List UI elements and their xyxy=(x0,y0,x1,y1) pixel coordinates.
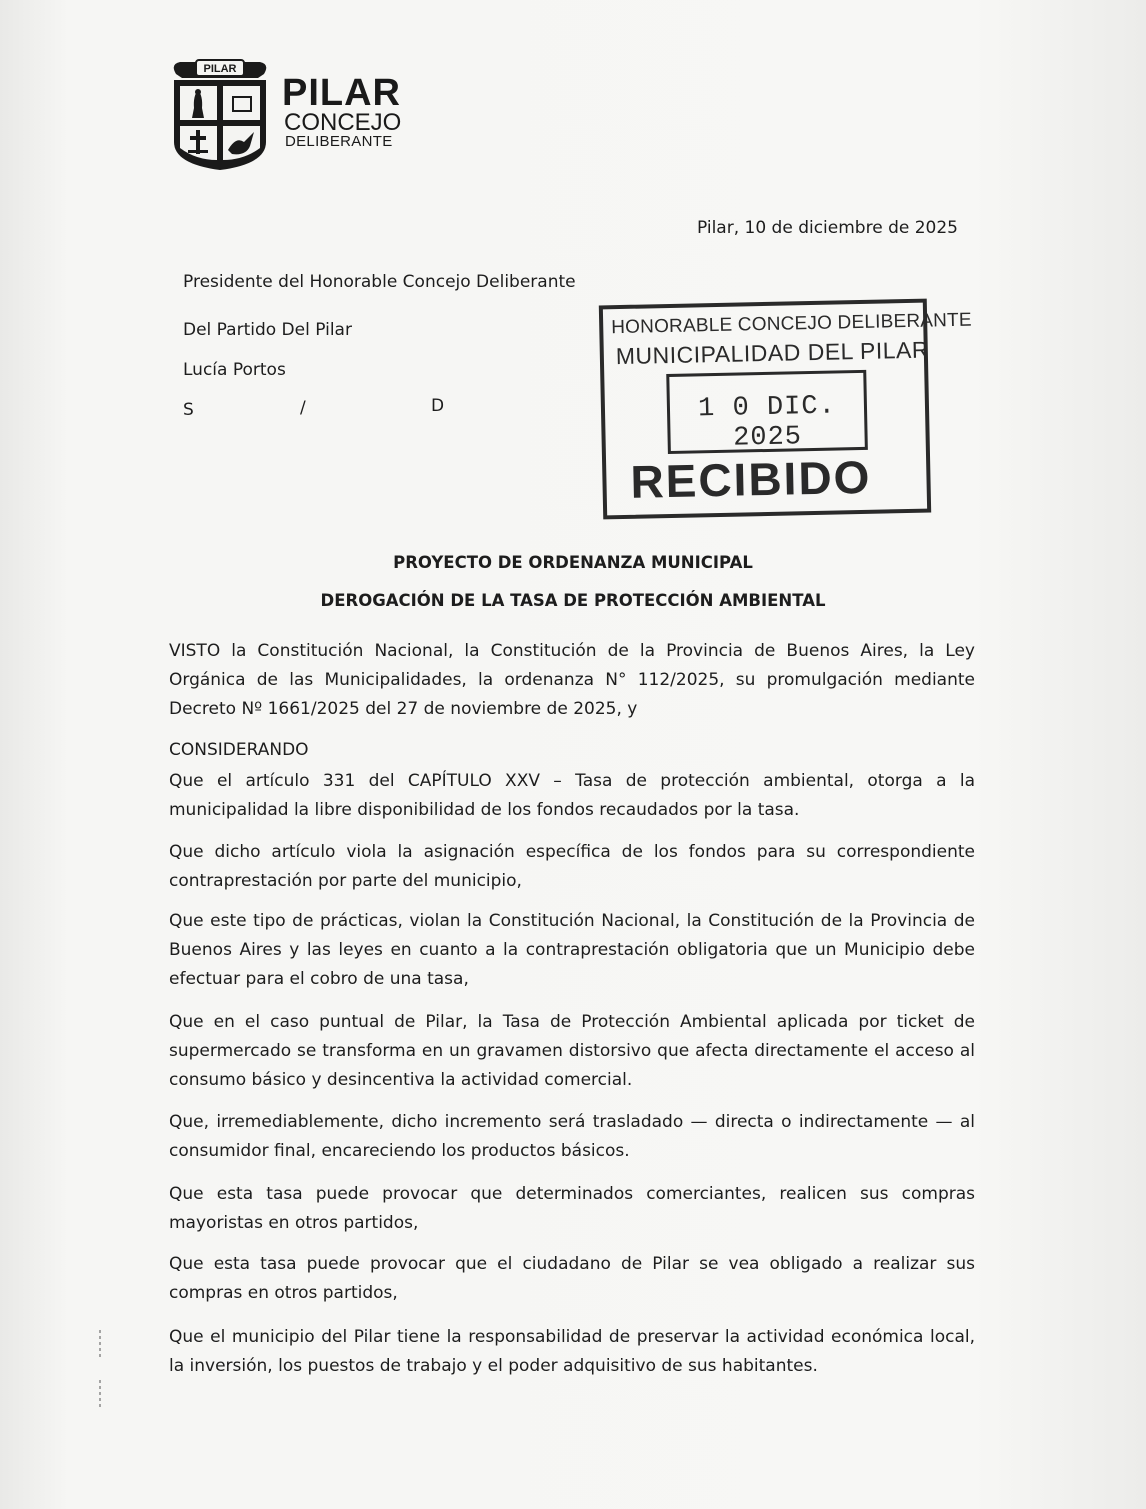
document-title: PROYECTO DE ORDENANZA MUNICIPAL xyxy=(393,553,753,572)
considerando-paragraph: Que esta tasa puede provocar que determinados comerciantes, realicen sus compras mayoristas en otros partidos, xyxy=(169,1184,975,1233)
pilar-concejo-logo xyxy=(166,56,416,176)
considerando-paragraph: Que en el caso puntual de Pilar, la Tasa de Protección Ambiental aplicada por ticket de supermercado se transforma en un gravamen distorsivo que afecta directamente el acceso al consumo básico y desincentiva la actividad comercial. xyxy=(169,1012,975,1090)
salutation-d: D xyxy=(431,396,445,416)
considerando-paragraph: Que este tipo de prácticas, violan la Constitución Nacional, la Constitución de la Provincia de Buenos Aires y las leyes en cuanto a la contraprestación obligatoria que un Municipio debe efectuar para el cobro de una tasa, xyxy=(169,911,975,989)
coat-of-arms-icon xyxy=(166,56,274,174)
considerando-paragraph: Que dicho artículo viola la asignación específica de los fondos para su correspondiente contraprestación por parte del municipio, xyxy=(169,842,975,891)
binder-hole-marks xyxy=(96,1330,104,1410)
svg-text:PILAR: PILAR xyxy=(203,63,237,75)
stamp-status: RECIBIDO xyxy=(629,450,872,508)
logo-subtitle: CONCEJO xyxy=(284,109,402,136)
considerando-paragraph: Que el artículo 331 del CAPÍTULO XXV – Tasa de protección ambiental, otorga a la municipalidad la libre disponibilidad de los fondos recaudados por la tasa. xyxy=(169,771,975,820)
document-subtitle: DEROGACIÓN DE LA TASA DE PROTECCIÓN AMBIENTAL xyxy=(320,591,826,610)
considerando-paragraph: Que el municipio del Pilar tiene la responsabilidad de preservar la actividad económica local, la inversión, los puestos de trabajo y el poder adquisitivo de sus habitantes. xyxy=(169,1327,975,1376)
considerando-heading: CONSIDERANDO xyxy=(169,740,309,760)
received-stamp xyxy=(599,299,972,520)
stamp-institution: HONORABLE CONCEJO DELIBERANTE xyxy=(611,309,972,339)
recipient-line-1: Presidente del Honorable Concejo Deliberante xyxy=(183,272,576,292)
logo-title: PILAR xyxy=(282,72,401,114)
document-date: Pilar, 10 de diciembre de 2025 xyxy=(696,218,958,238)
stamp-date-box xyxy=(666,370,868,454)
stamp-municipality: MUNICIPALIDAD DEL PILAR xyxy=(615,336,930,370)
logo-subtitle-2: DELIBERANTE xyxy=(285,133,393,150)
stamp-date: 1 0 DIC. 2025 xyxy=(697,391,837,454)
recipient-line-2: Del Partido Del Pilar xyxy=(183,320,352,340)
logo-wordmark xyxy=(282,74,401,150)
considerando-paragraph: Que esta tasa puede provocar que el ciudadano de Pilar se vea obligado a realizar sus compras en otros partidos, xyxy=(169,1254,975,1303)
visto-paragraph: VISTO la Constitución Nacional, la Constitución de la Provincia de Buenos Aires, la Ley Orgánica de las Municipalidades, la ordenanza N° 112/2025, su promulgación mediante Decreto Nº 1661/2025 del 27 de noviembre de 2025, y xyxy=(169,641,975,719)
salutation-s: S xyxy=(183,400,194,420)
recipient-line-3: Lucía Portos xyxy=(183,360,286,380)
salutation-slash: / xyxy=(300,398,306,418)
considerando-paragraph: Que, irremediablemente, dicho incremento será trasladado — directa o indirectamente — al consumidor final, encareciendo los productos básicos. xyxy=(169,1112,975,1161)
